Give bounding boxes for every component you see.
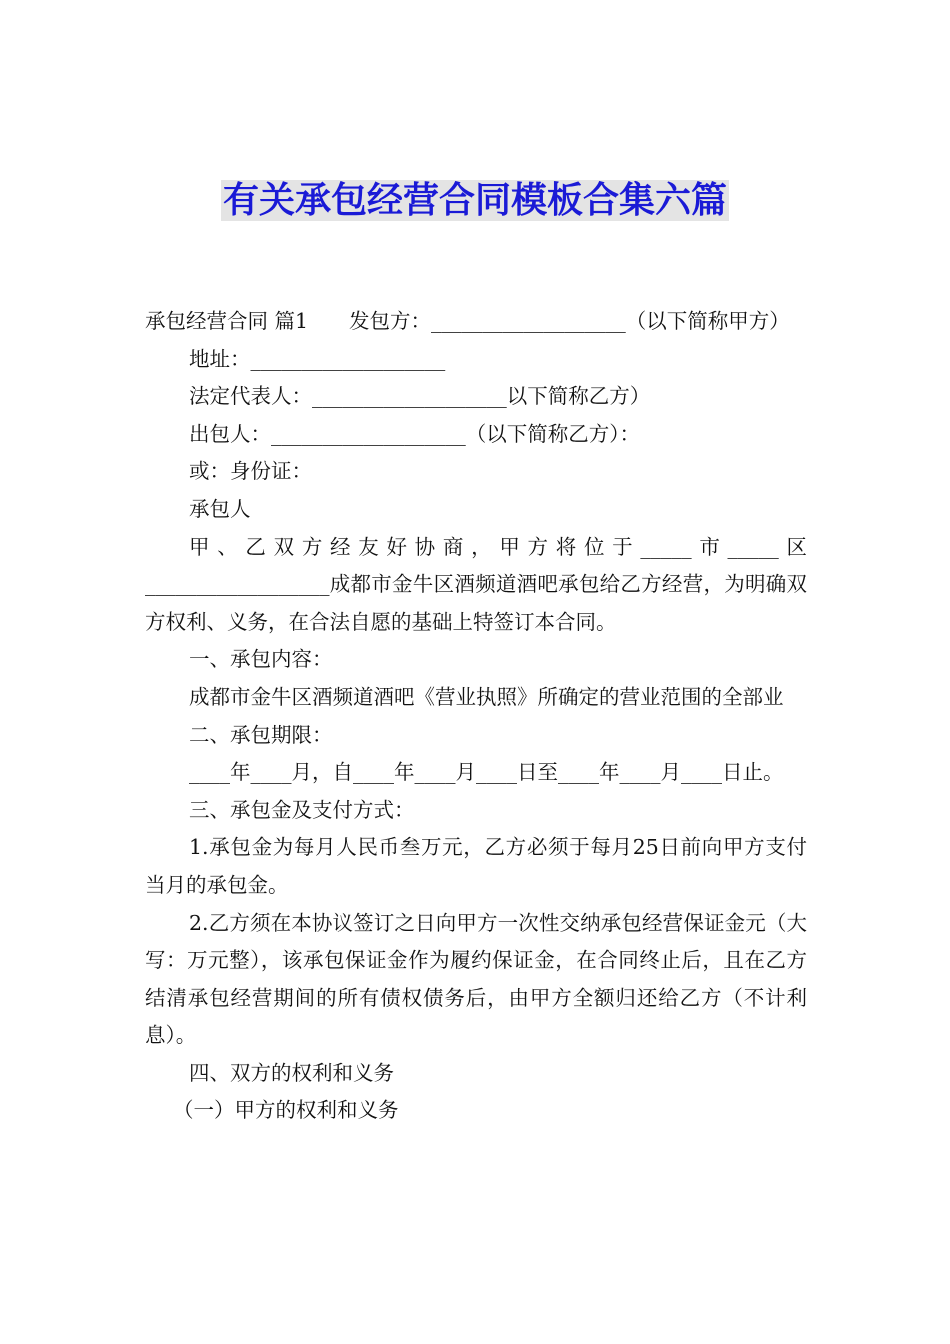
section-heading-term: 二、承包期限： [189,722,333,747]
paragraph-contents: 成都市金牛区酒频道酒吧《营业执照》所确定的营业范围的全部业 [189,684,784,709]
paragraph-payment-1: 1.承包金为每月人民币叁万元，乙方必须于每月25日前向甲方支付当月的承包金。 [145,835,807,897]
section-heading-payment: 三、承包金及支付方式： [189,797,415,822]
paragraph-address: 地址：___________________ [189,346,446,371]
paragraph-heading-line: 承包经营合同 篇1 发包方：___________________（以下简称甲方） [145,309,790,333]
subsection-heading-party-a: （一）甲方的权利和义务 [173,1098,399,1123]
paragraph-contractor: 出包人：___________________（以下简称乙方）： [189,421,640,446]
paragraph-contractee: 承包人 [189,496,251,521]
paragraph-legal-representative: 法定代表人：___________________以下简称乙方） [189,384,651,409]
paragraph-preamble: 甲、乙双方经友好协商，甲方将位于_____市_____区__________________成都市金牛区酒频道酒吧承包给乙方经营，为明确双方权利、义务，在合法自愿的基础上特签订本合同。 [145,534,807,634]
section-heading-rights: 四、双方的权利和义务 [189,1060,394,1085]
paragraph-id-card: 或：身份证： [189,459,312,484]
document-title: 有关承包经营合同模板合集六篇 [222,180,727,221]
paragraph-term: ____年____月，自____年____月____日至____年____月____日止。 [189,760,784,785]
document-body [145,303,807,1130]
paragraph-payment-2: 2.乙方须在本协议签订之日向甲方一次性交纳承包经营保证金元（大写：万元整），该承包保证金作为履约保证金，在合同终止后，且在乙方结清承包经营期间的所有债权债务后，由甲方全额归还给乙方（不计利息）。 [145,910,807,1048]
section-heading-contents: 一、承包内容： [189,647,333,672]
